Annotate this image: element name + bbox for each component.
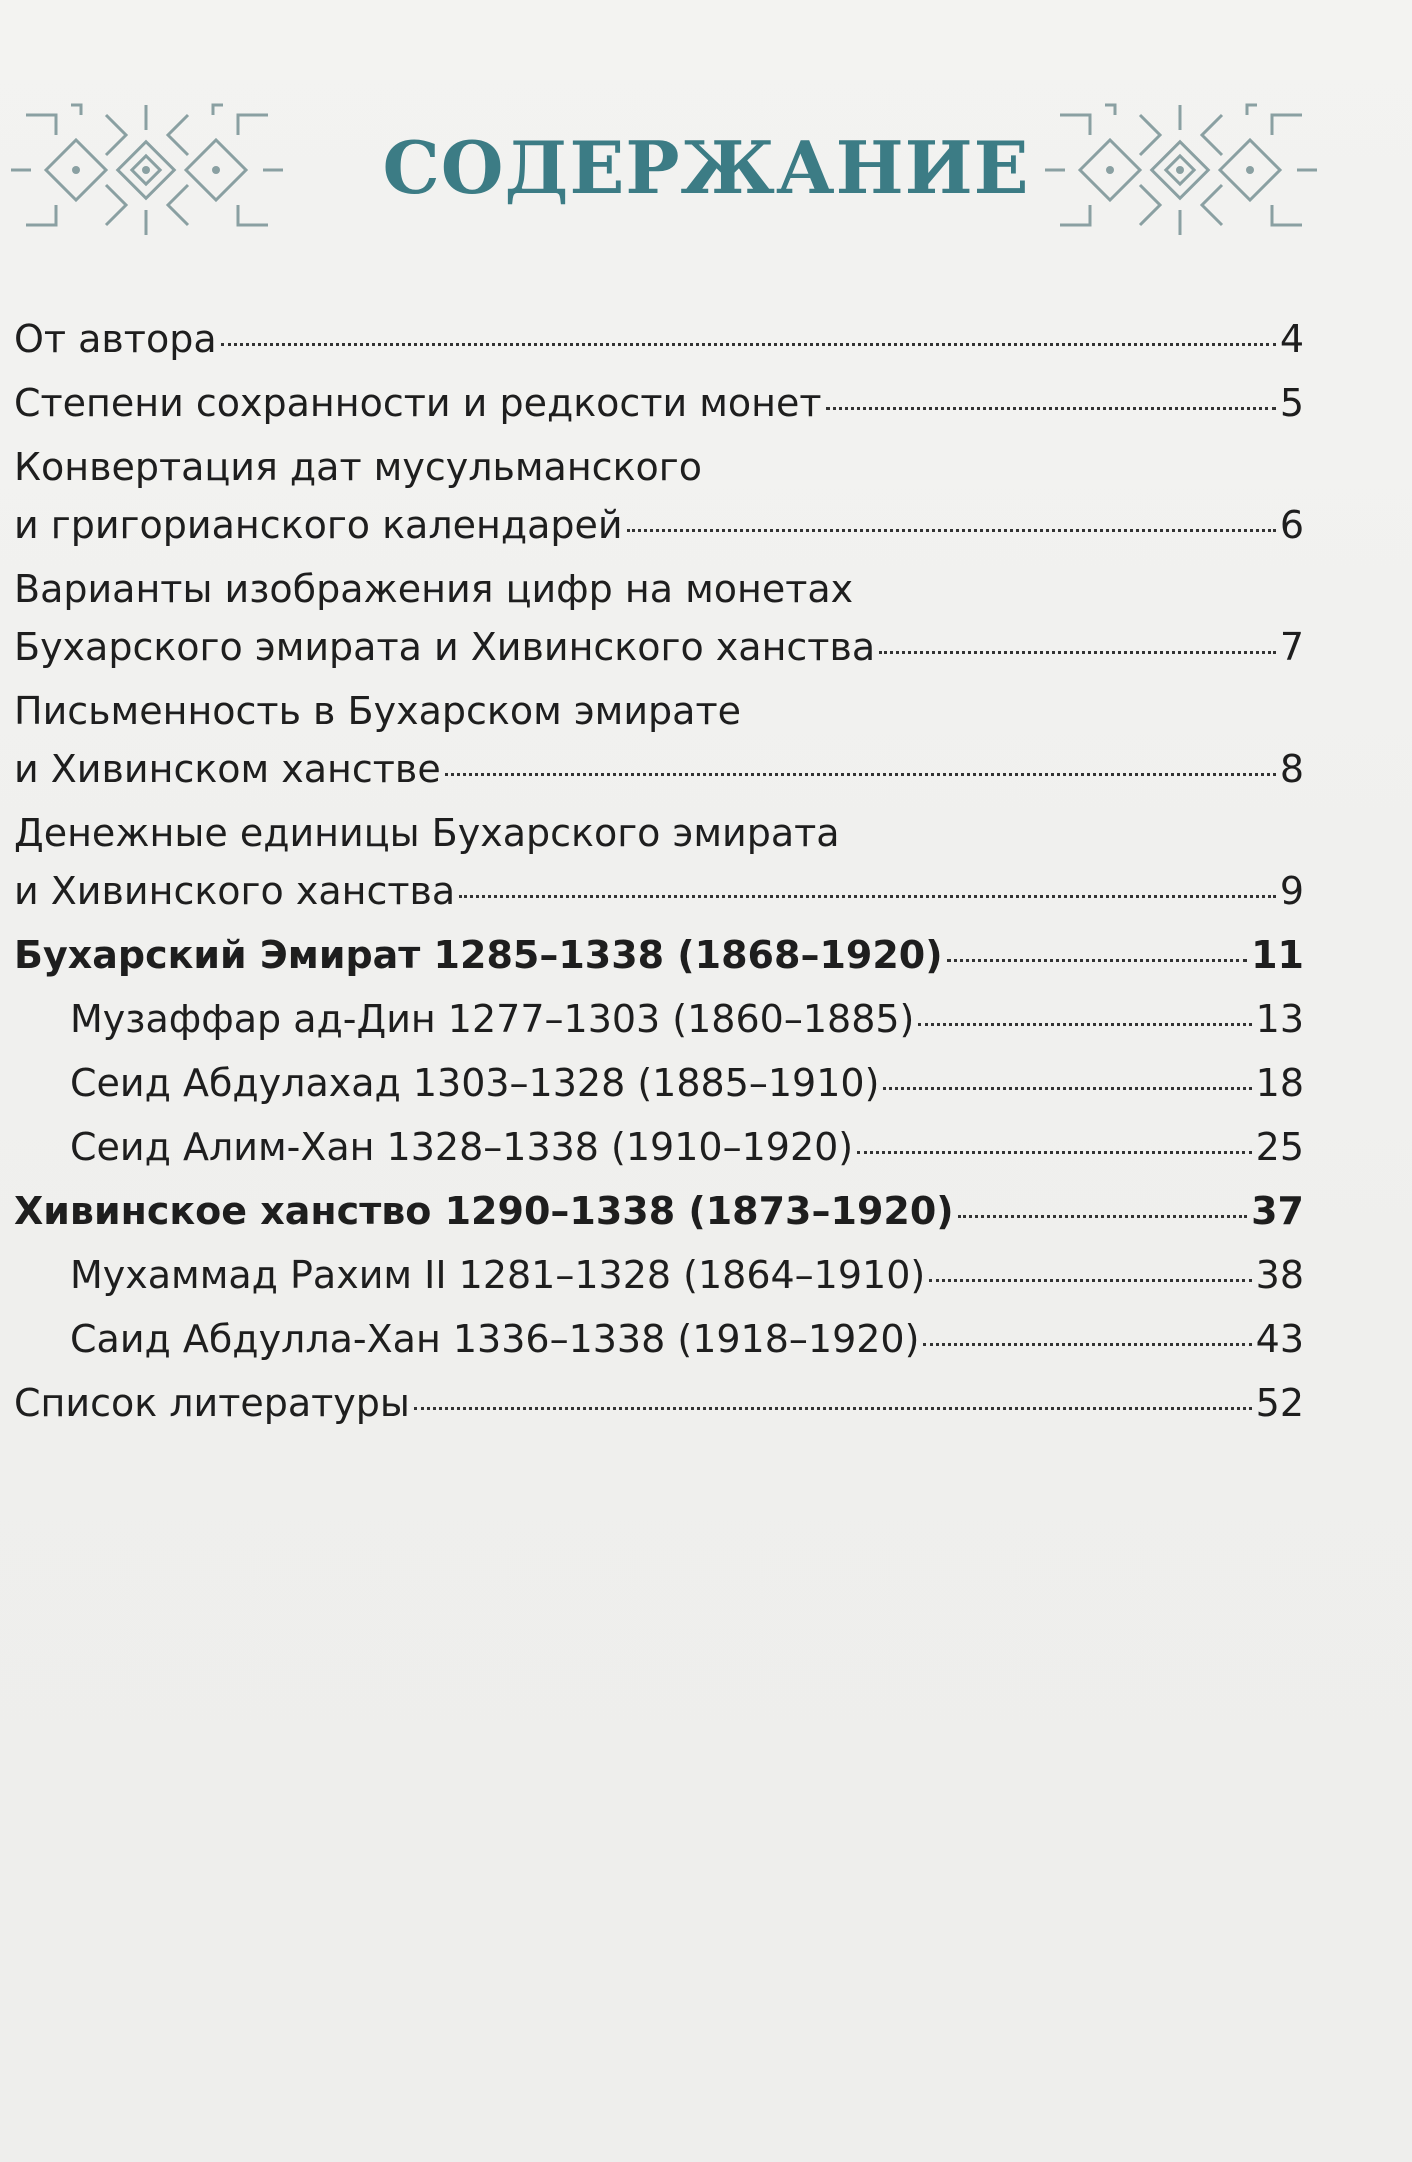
toc-entry-line [70, 990, 1304, 1048]
toc-entry-title: Степени сохранности и редкости монет [14, 381, 822, 425]
toc-page-number: 13 [1255, 997, 1304, 1041]
toc-entry-title: Мухаммад Рахим II 1281–1328 (1864–1910) [70, 1253, 926, 1297]
toc-entry-title: Бухарского эмирата и Хивинского ханства [14, 625, 876, 669]
toc-entry-line [70, 1118, 1304, 1176]
toc-entry[interactable] [14, 1374, 1304, 1432]
dot-leader [929, 1279, 1251, 1282]
toc-page-number: 7 [1279, 625, 1304, 669]
toc-entry[interactable] [14, 1246, 1304, 1304]
toc-entry-line [70, 1246, 1304, 1304]
toc-entry[interactable] [14, 438, 1304, 554]
toc-entry[interactable] [14, 310, 1304, 368]
toc-entry[interactable] [14, 1054, 1304, 1112]
toc-page-number: 43 [1255, 1317, 1304, 1361]
toc-entry-line [14, 926, 1304, 984]
dot-leader [627, 529, 1276, 532]
toc-entry-title-line: Денежные единицы Бухарского эмирата [14, 811, 840, 855]
toc-page-number: 8 [1279, 747, 1304, 791]
toc-page-number: 18 [1255, 1061, 1304, 1105]
toc-entry-title: Сеид Алим-Хан 1328–1338 (1910–1920) [70, 1125, 854, 1169]
toc-entry[interactable] [14, 1182, 1304, 1240]
contents-header [0, 95, 1412, 255]
dot-leader [879, 651, 1276, 654]
toc-entry-title: От автора [14, 317, 217, 361]
dot-leader [947, 959, 1248, 962]
toc-page-number: 37 [1251, 1189, 1304, 1233]
toc-entry[interactable] [14, 926, 1304, 984]
dot-leader [923, 1343, 1251, 1346]
toc-entry-line [14, 374, 1304, 432]
toc-page-number: 11 [1251, 933, 1304, 977]
toc-entry-title: Саид Абдулла-Хан 1336–1338 (1918–1920) [70, 1317, 920, 1361]
toc-entry-title: Бухарский Эмират 1285–1338 (1868–1920) [14, 933, 943, 977]
toc-entry-title: Музаффар ад-Дин 1277–1303 (1860–1885) [70, 997, 915, 1041]
toc-entry-line [14, 618, 1304, 676]
toc-entry-line [14, 862, 1304, 920]
dot-leader [445, 773, 1276, 776]
toc-page-number: 4 [1279, 317, 1304, 361]
toc-entry-line [14, 1182, 1304, 1240]
dot-leader [826, 407, 1276, 410]
toc-entry-title: и Хивинского ханства [14, 869, 456, 913]
dot-leader [414, 1407, 1252, 1410]
toc-entry[interactable] [14, 682, 1304, 798]
toc-page-number: 25 [1255, 1125, 1304, 1169]
toc-entry[interactable] [14, 374, 1304, 432]
dot-leader [883, 1087, 1251, 1090]
toc-entry-line [14, 1374, 1304, 1432]
toc-entry[interactable] [14, 1310, 1304, 1368]
toc-entry[interactable] [14, 1118, 1304, 1176]
toc-entry[interactable] [14, 990, 1304, 1048]
dot-leader [918, 1023, 1251, 1026]
toc-entry-line [70, 1054, 1304, 1112]
toc-entry-title-line: Письменность в Бухарском эмирате [14, 689, 741, 733]
toc-entry-title: и григорианского календарей [14, 503, 623, 547]
toc-entry-title: Список литературы [14, 1381, 410, 1425]
toc-entry-title: Хивинское ханство 1290–1338 (1873–1920) [14, 1189, 954, 1233]
table-of-contents [14, 310, 1304, 1432]
toc-entry[interactable] [14, 560, 1304, 676]
toc-entry[interactable] [14, 804, 1304, 920]
toc-entry-title-line: Варианты изображения цифр на монетах [14, 567, 854, 611]
toc-page-number: 9 [1279, 869, 1304, 913]
toc-entry-title: и Хивинском ханстве [14, 747, 441, 791]
ornament-icon [1040, 95, 1322, 245]
toc-page-number: 52 [1255, 1381, 1304, 1425]
toc-page-number: 6 [1279, 503, 1304, 547]
page-title: СОДЕРЖАНИЕ [382, 125, 1030, 210]
dot-leader [459, 895, 1276, 898]
toc-entry-line [14, 310, 1304, 368]
toc-entry-title: Сеид Абдулахад 1303–1328 (1885–1910) [70, 1061, 880, 1105]
toc-page-number: 5 [1279, 381, 1304, 425]
toc-page-number: 38 [1255, 1253, 1304, 1297]
toc-entry-line [14, 496, 1304, 554]
dot-leader [221, 343, 1276, 346]
toc-entry-title-line: Конвертация дат мусульманского [14, 445, 702, 489]
toc-entry-line [14, 740, 1304, 798]
dot-leader [857, 1151, 1252, 1154]
toc-entry-line [70, 1310, 1304, 1368]
dot-leader [958, 1215, 1247, 1218]
